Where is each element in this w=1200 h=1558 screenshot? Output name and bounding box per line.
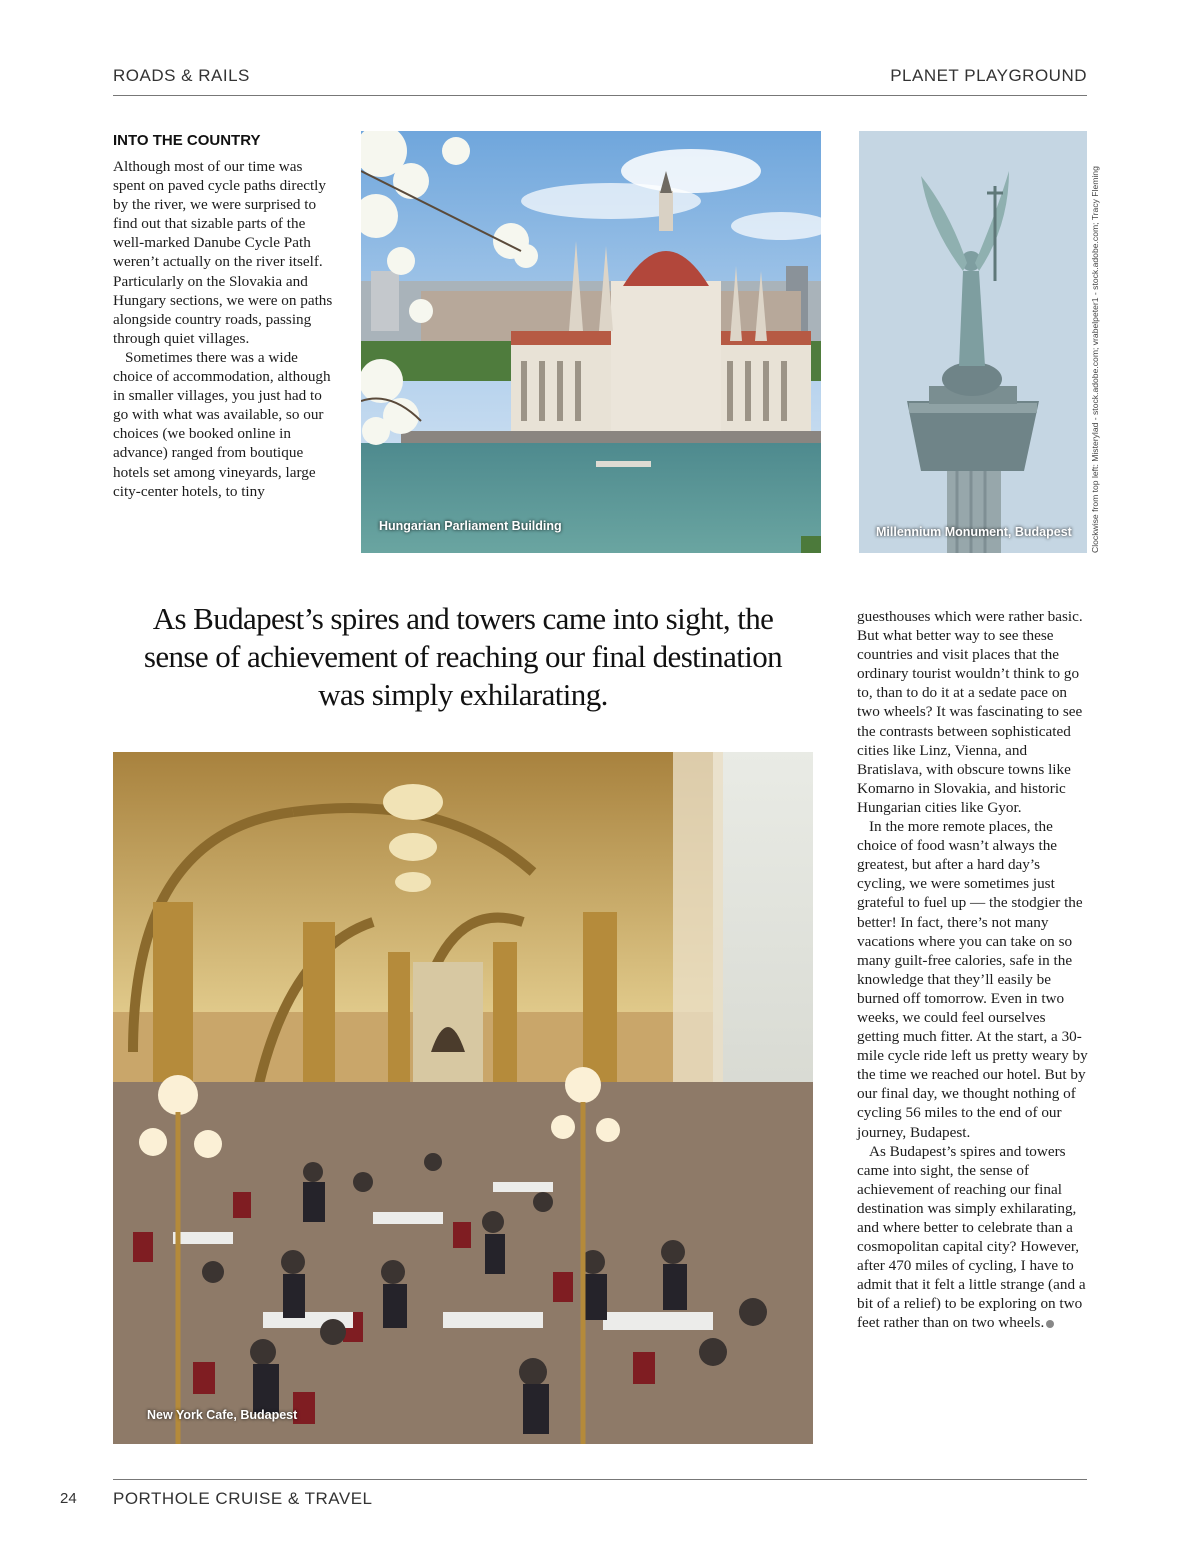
paragraph: Sometimes there was a wide choice of accommodation, although in smaller villages, you just had to go with what was available, so our choices (we booked online in advance) ranged from boutique hotels set among vineyards, large city-center hotels, to tiny [113, 348, 331, 500]
article-column-1 [113, 157, 335, 501]
end-mark-icon [1046, 1320, 1054, 1328]
article-column-3 [857, 607, 1089, 1333]
paragraph: As Budapest’s spires and towers came into sight, the sense of achievement of reaching our final destination was simply exhilarating, and where better to celebrate than a cosmopolitan capital city? However, after 470 miles of cycling, I have to admit that it felt a little strange (and a bit of a relief) to be exploring on two feet rather than on two wheels. [857, 1142, 1086, 1332]
section-label: ROADS & RAILS [113, 66, 250, 85]
cafe-photo [113, 752, 813, 1444]
paragraph: guesthouses which were rather basic. But what better way to see these countries and visit places that the ordinary tourist wouldn’t think to go to, than to do it at a sedate pace on two wheels? It was fascinating to see the contrasts between sophisticated cities like Linz, Vienna, and Bratislava, with obscure towns like Komarno in Slovakia, and historic Hungarian cities like Gyor. [857, 608, 1083, 816]
pull-quote: As Budapest’s spires and towers came into sight, the sense of achievement of reaching our final destination was simply exhilarating. [143, 601, 783, 712]
parliament-photo [361, 131, 821, 553]
monument-photo [859, 131, 1087, 553]
photo-caption: New York Cafe, Budapest [147, 1408, 298, 1422]
footer-rule [113, 1479, 1087, 1480]
publication-name: PORTHOLE CRUISE & TRAVEL [113, 1489, 373, 1508]
subheading: INTO THE COUNTRY [113, 132, 261, 149]
photo-credit: Clockwise from top left: Misterylad - stock.adobe.com; vrabelpeter1 - stock.adobe.com; Tracy Fleming [1090, 166, 1100, 553]
section-title: PLANET PLAYGROUND [890, 66, 1087, 85]
page-number: 24 [60, 1490, 77, 1507]
photo-caption: Hungarian Parliament Building [379, 519, 562, 533]
paragraph: Although most of our time was spent on paved cycle paths directly by the river, we were surprised to find out that sizable parts of the well-marked Danube Cycle Path weren’t actually on the river itself. Particularly on the Slovakia and Hungary sections, we were on paths alongside country roads, passing through quiet villages. [113, 158, 333, 347]
photo-caption: Millennium Monument, Budapest [876, 525, 1072, 539]
paragraph: In the more remote places, the choice of food wasn’t always the greatest, but after a hard day’s cycling, we were sometimes just grateful to fuel up — the stodgier the better! In fact, there’s not many vacations where you can take on so many guilt-free calories, safe in the knowledge that they’ll easily be burned off tomorrow. Even in two weeks, we could feel ourselves getting much fitter. At the start, a 30-mile cycle ride left us pretty weary by the time we reached our hotel. But by our final day, we thought nothing of cycling 56 miles to the end of our journey, Budapest. [857, 818, 1088, 1141]
header-rule [113, 95, 1087, 96]
